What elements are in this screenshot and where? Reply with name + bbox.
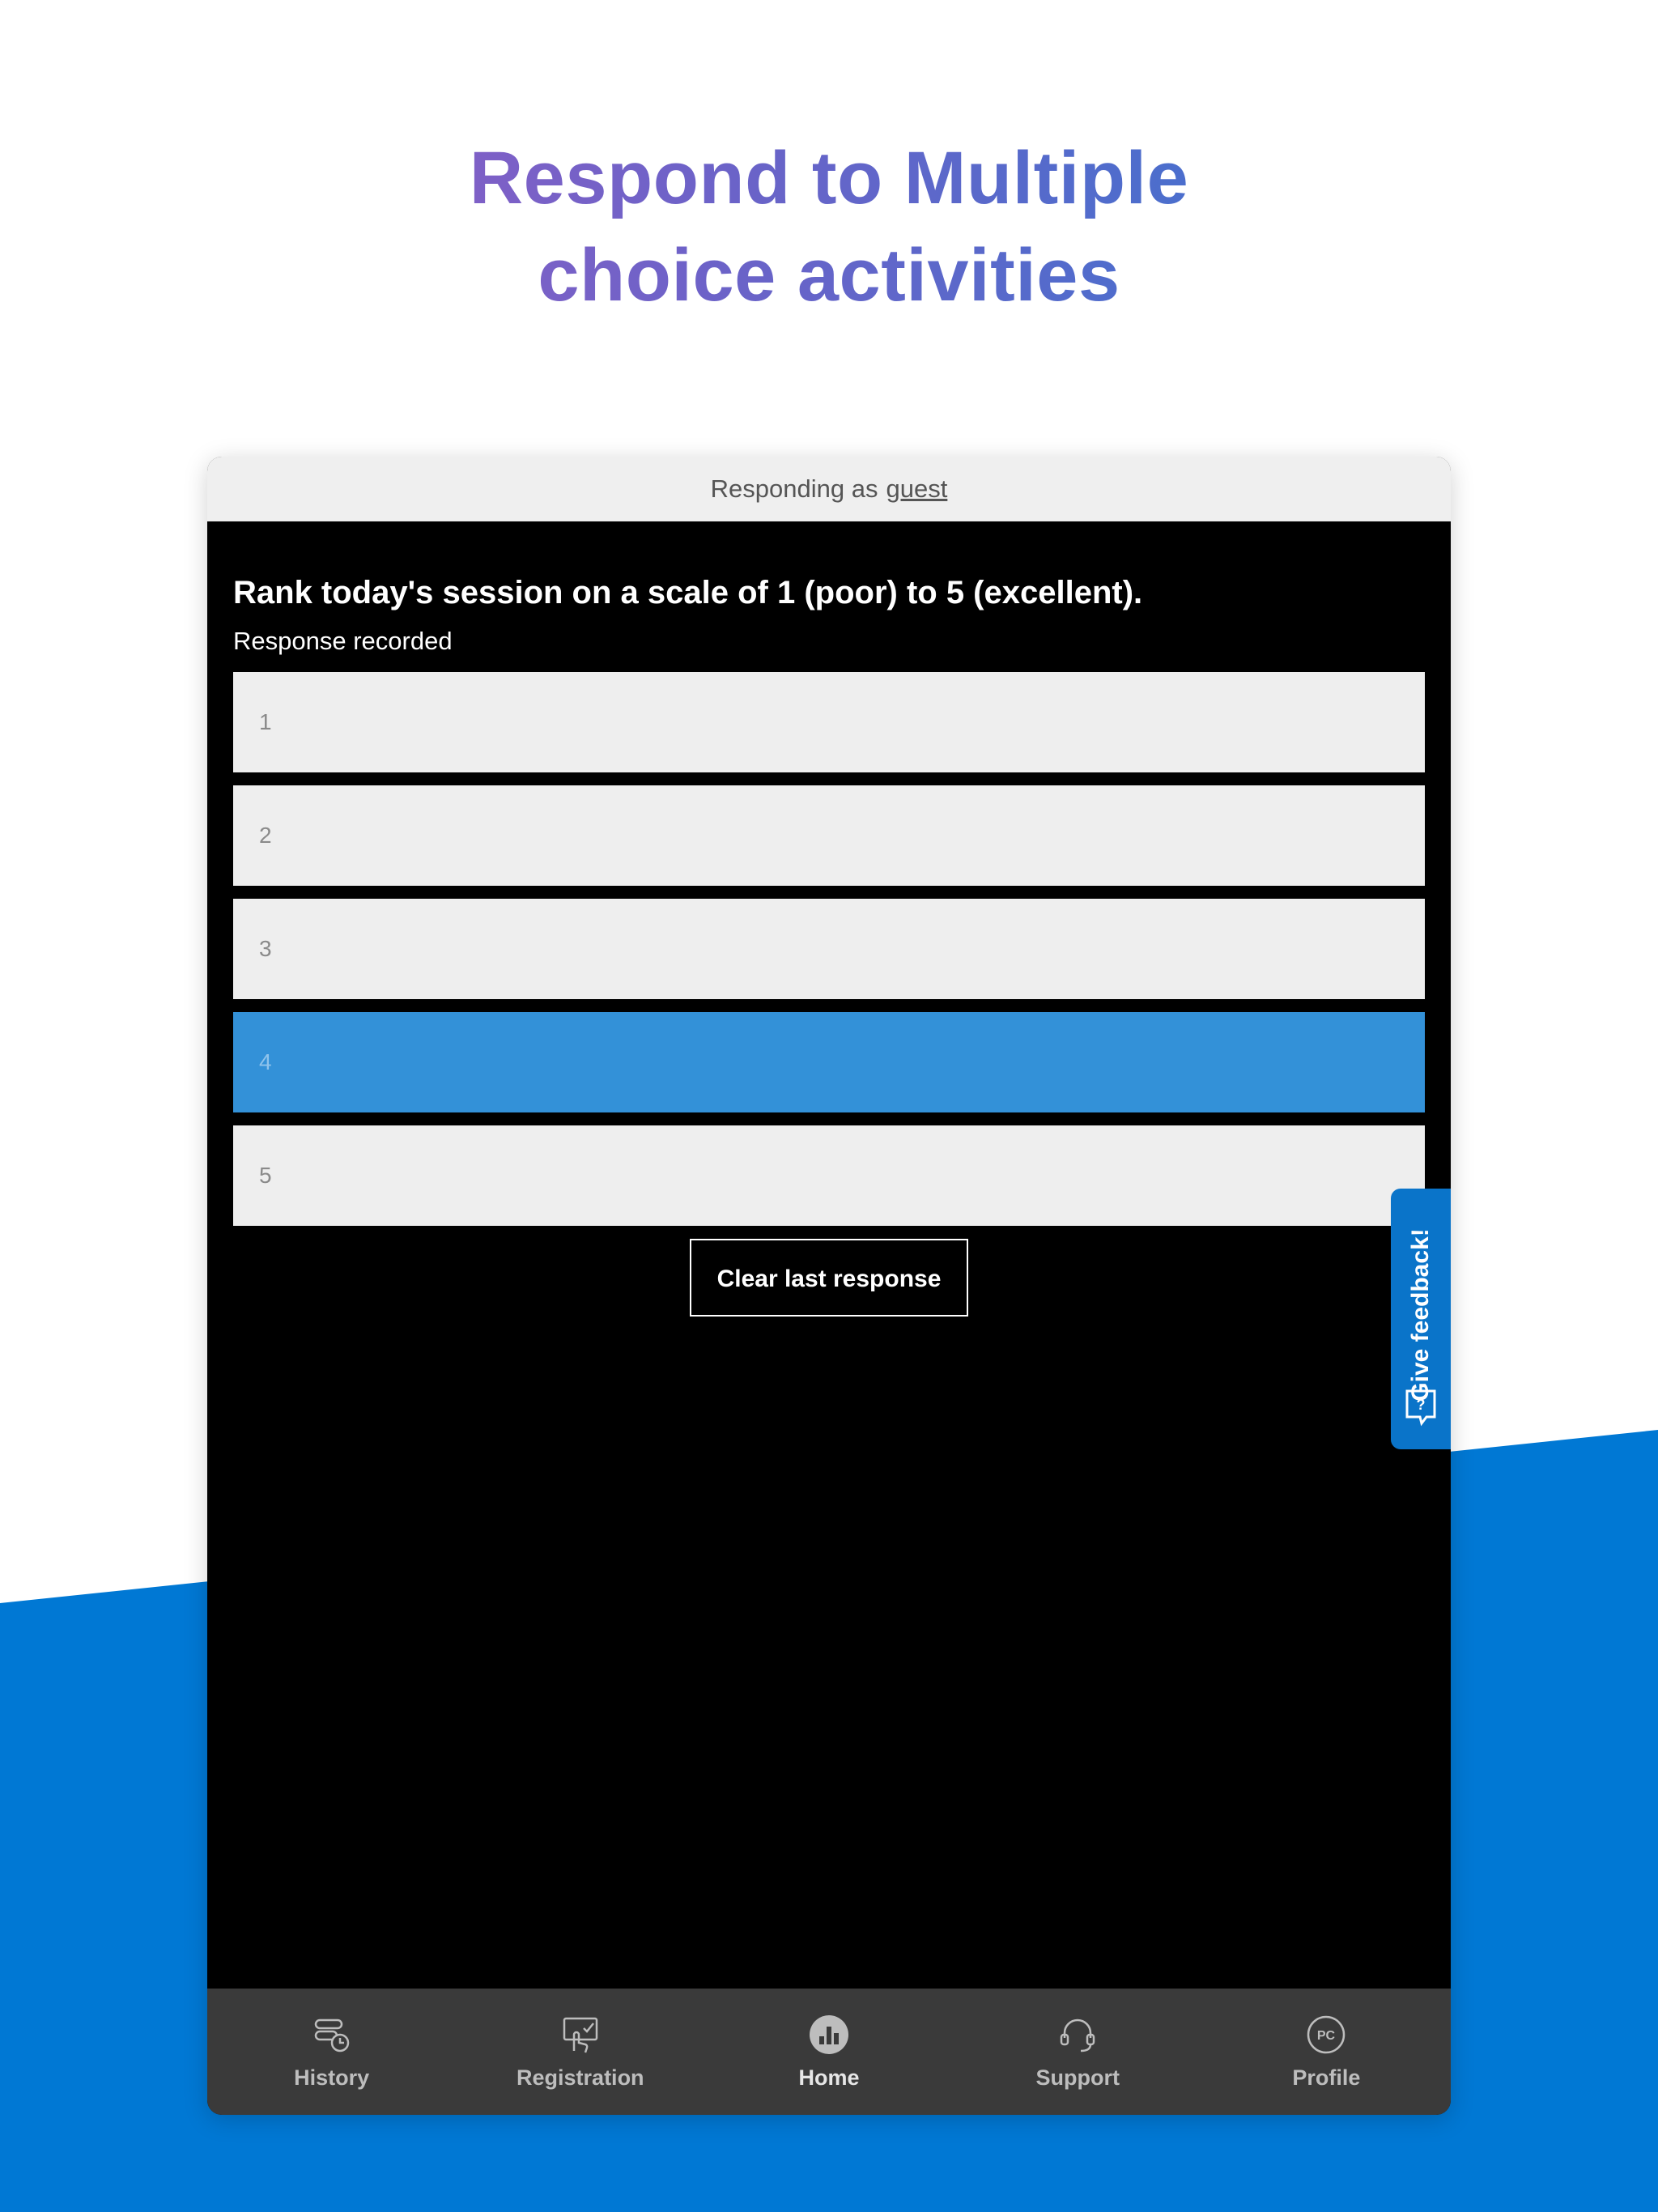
nav-label: History <box>294 2065 370 2090</box>
option-label: 3 <box>259 936 272 961</box>
registration-icon <box>559 2014 602 2056</box>
option-1[interactable] <box>233 672 1425 772</box>
headline-line-2: choice activities <box>538 234 1120 317</box>
question-title: Rank today's session on a scale of 1 (poor) to 5 (excellent). <box>233 575 1143 610</box>
option-label: 4 <box>259 1049 272 1074</box>
feedback-icon <box>1404 1388 1438 1427</box>
history-icon <box>311 2014 353 2056</box>
option-label: 2 <box>259 823 272 848</box>
app-frame <box>207 457 1451 2115</box>
give-feedback-tab[interactable] <box>1391 1189 1451 1449</box>
headset-icon <box>1056 2014 1099 2056</box>
option-label: 1 <box>259 709 272 734</box>
nav-profile[interactable] <box>1202 1989 1451 2115</box>
avatar-icon <box>1305 2014 1347 2056</box>
headline-line-1: Respond to Multiple <box>469 137 1189 219</box>
nav-registration[interactable] <box>456 1989 704 2115</box>
svg-text:?: ? <box>1416 1397 1426 1413</box>
nav-support[interactable] <box>954 1989 1202 2115</box>
page-headline <box>0 130 1658 324</box>
nav-label: Support <box>1035 2065 1120 2090</box>
nav-label: Profile <box>1292 2065 1361 2090</box>
option-label: 5 <box>259 1163 272 1188</box>
bottom-nav <box>207 1989 1451 2115</box>
option-list <box>233 672 1425 1226</box>
clear-last-response-button[interactable]: Clear last response <box>690 1239 969 1317</box>
avatar-initials: PC <box>1317 2028 1336 2043</box>
give-feedback-label: Give feedback! <box>1407 1228 1434 1402</box>
nav-history[interactable] <box>207 1989 456 2115</box>
responding-as-bar <box>207 457 1451 521</box>
option-3[interactable] <box>233 899 1425 999</box>
home-icon <box>808 2014 850 2056</box>
responding-as-label: Responding as <box>710 474 878 503</box>
option-2[interactable] <box>233 785 1425 886</box>
nav-label: Registration <box>517 2065 644 2090</box>
response-status: Response recorded <box>233 627 453 655</box>
option-5[interactable] <box>233 1125 1425 1226</box>
nav-label: Home <box>798 2065 860 2090</box>
guest-link[interactable]: guest <box>886 474 948 503</box>
option-4-selected[interactable] <box>233 1012 1425 1112</box>
activity-panel <box>233 570 1425 1317</box>
nav-home[interactable] <box>704 1989 953 2115</box>
